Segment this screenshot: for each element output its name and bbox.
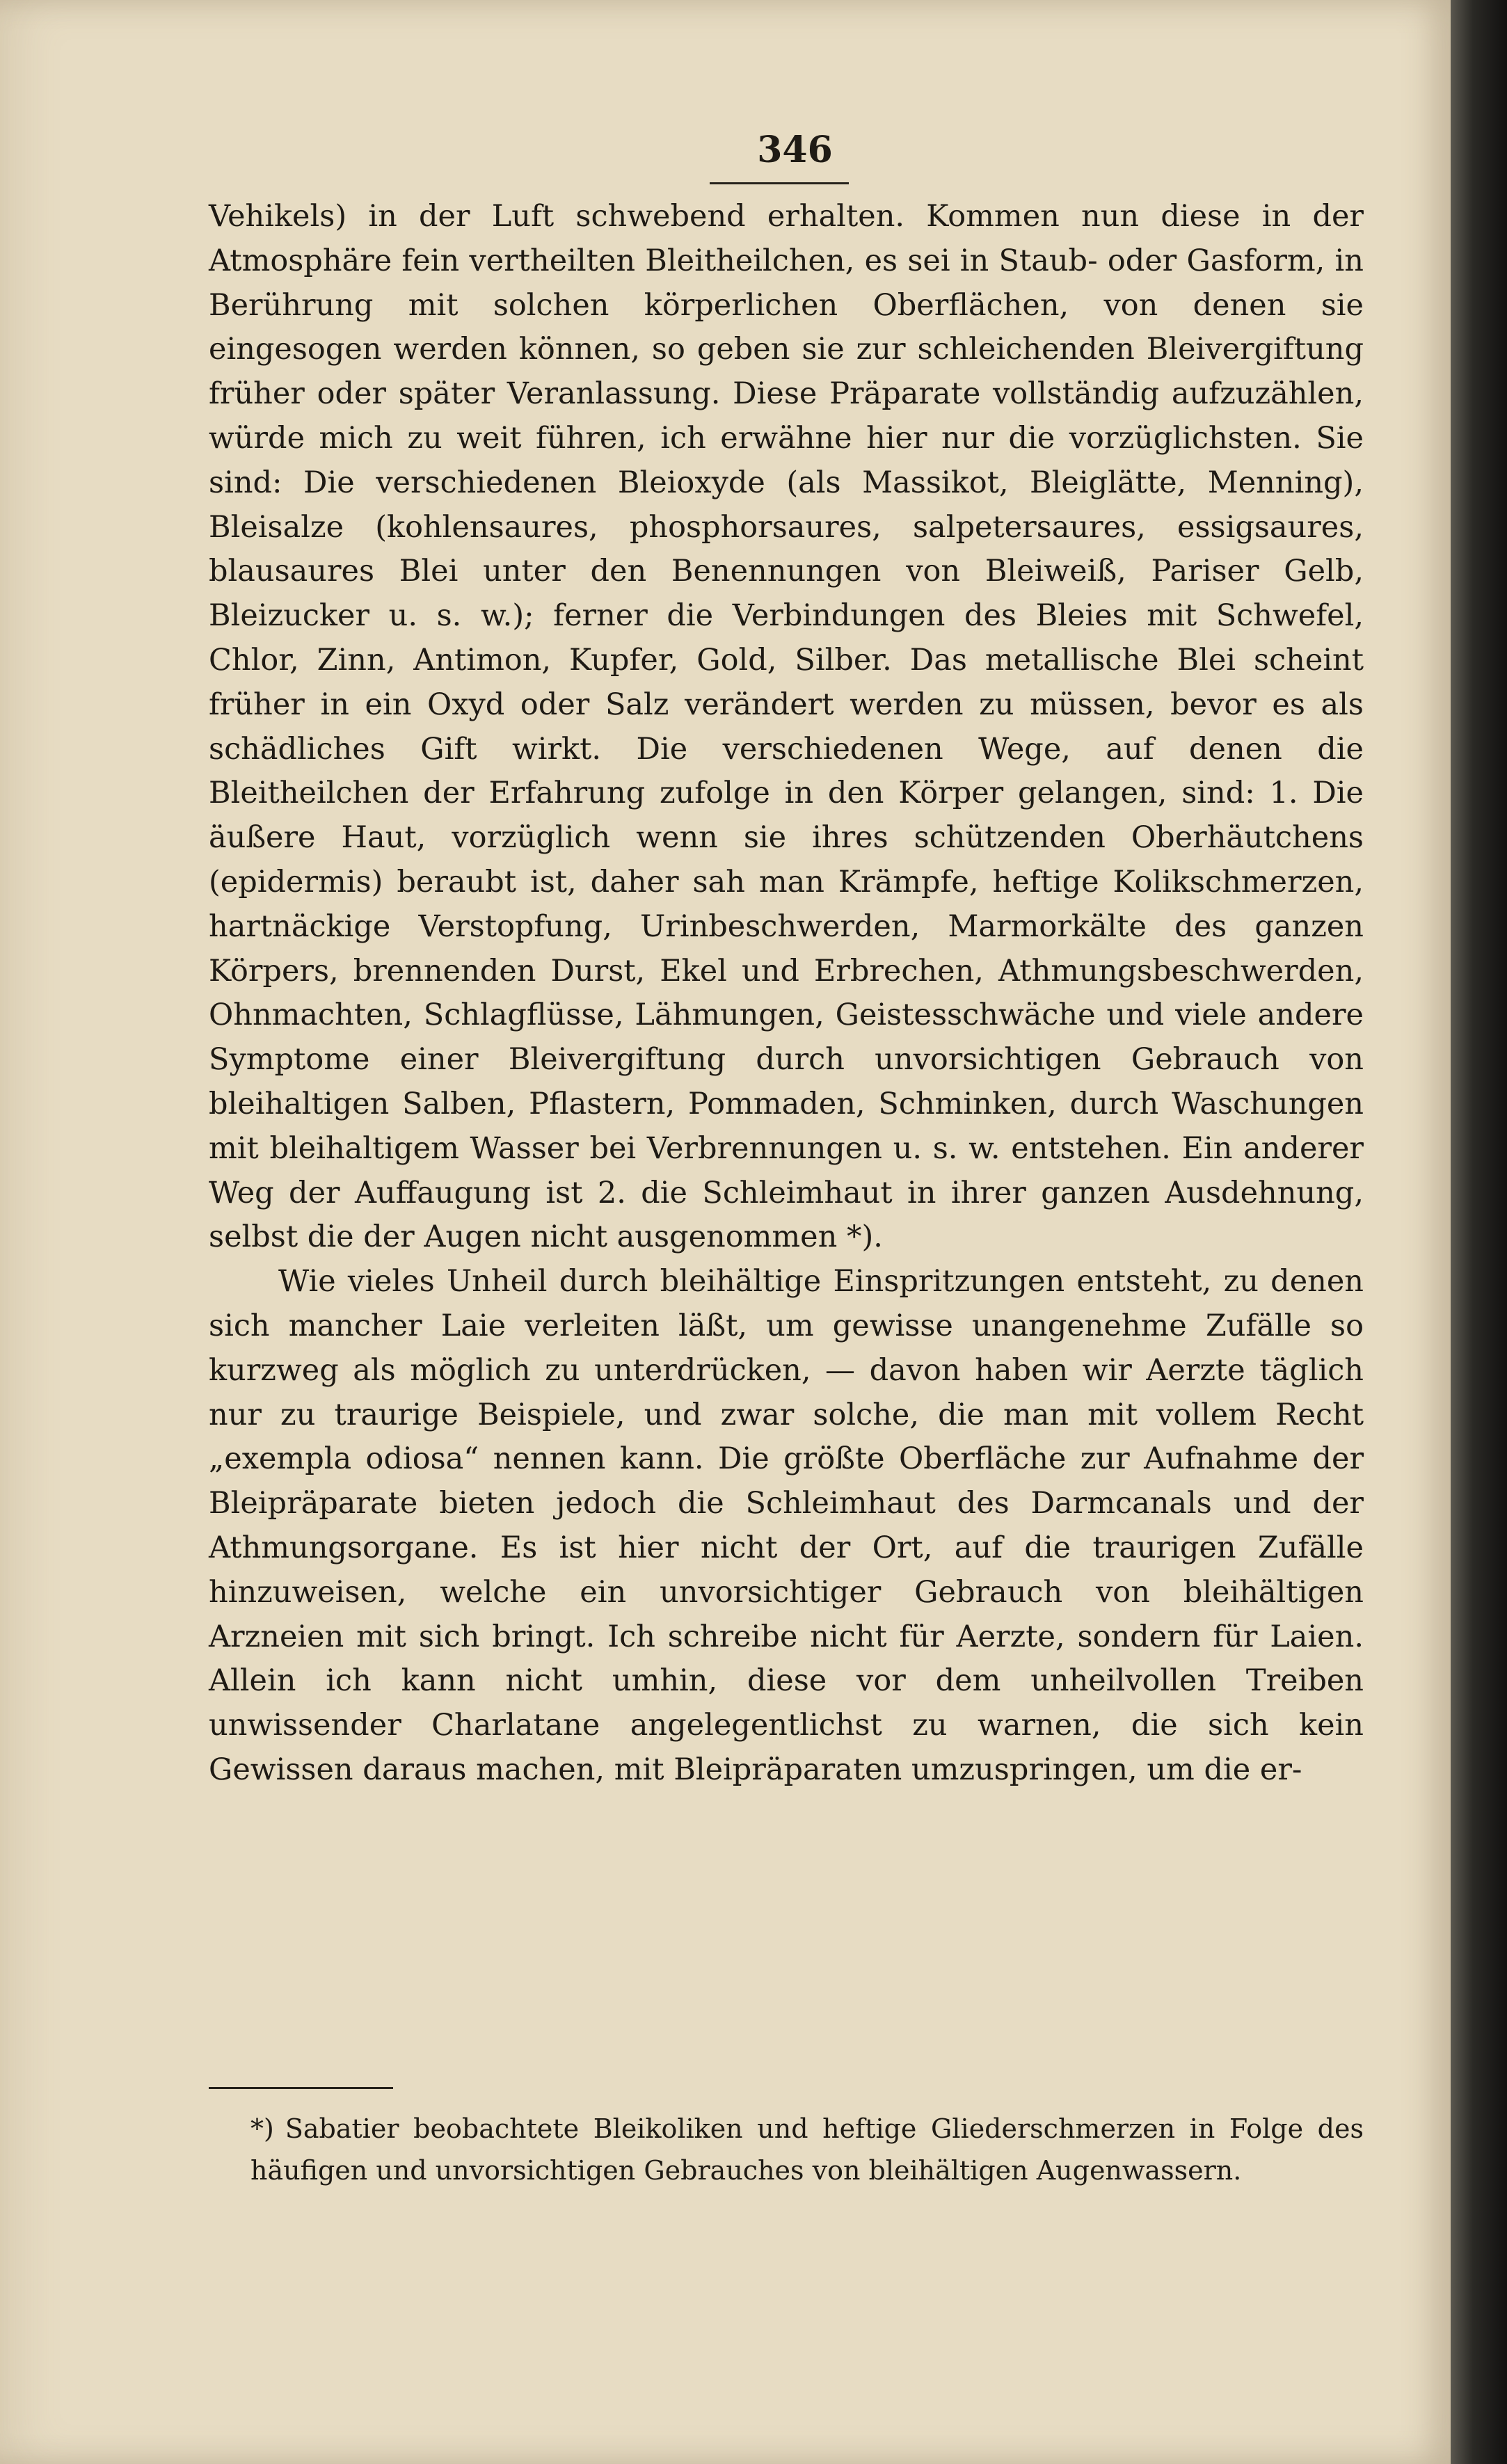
header-rule: [710, 182, 849, 184]
paragraph: Wie vieles Unheil durch bleihältige Einspritzungen entsteht, zu denen sich mancher Laie verleiten läßt, um gewisse unangenehme Zufälle so kurzweg als möglich zu unterdrücken, — davon haben wir Aerzte täglich nur zu traurige Beispiele, und zwar solche, die man mit vollem Recht „exempla odiosa“ nennen kann. Die größte Oberfläche zur Aufnahme der Bleipräparate bieten jedoch die Schleimhaut des Darmcanals und der Athmungsorgane. Es ist hier nicht der Ort, auf die traurigen Zufälle hinzuweisen, welche ein unvorsichtiger Gebrauch von bleihältigen Arzneien mit sich bringt. Ich schreibe nicht für Aerzte, sondern für Laien. Allein ich kann nicht umhin, diese vor dem unheilvollen Treiben unwissender Charlatane angelegentlichst zu warnen, die sich kein Gewissen daraus machen, mit Bleipräparaten umzuspringen, um die er-: [209, 1264, 1364, 1787]
paragraph: Vehikels) in der Luft schwebend erhalten. Kommen nun diese in der Atmosphäre fein vertheilten Bleitheilchen, es sei in Staub- oder Gasform, in Berührung mit solchen körperlichen Oberflächen, von denen sie eingesogen werden können, so geben sie zur schleichenden Bleivergiftung früher oder später Veranlassung. Diese Präparate vollständig aufzuzählen, würde mich zu weit führen, ich erwähne hier nur die vorzüglichsten. Sie sind: Die verschiedenen Bleioxyde (als Massikot, Bleiglätte, Menning), Bleisalze (kohlensaures, phosphorsaures, salpetersaures, essigsaures, blausaures Blei unter den Benennungen von Bleiweiß, Pariser Gelb, Bleizucker u. s. w.); ferner die Verbindungen des Bleies mit Schwefel, Chlor, Zinn, Antimon, Kupfer, Gold, Silber. Das metallische Blei scheint früher in ein Oxyd oder Salz verändert werden zu müssen, bevor es als schädliches Gift wirkt. Die verschiedenen Wege, auf denen die Bleitheilchen der Erfahrung zufolge in den Körper gelangen, sind: 1. Die äußere Haut, vorzüglich wenn sie ihres schützenden Oberhäutchens (epidermis) beraubt ist, daher sah man Krämpfe, heftige Kolikschmerzen, hartnäckige Verstopfung, Urinbeschwerden, Marmorkälte des ganzen Körpers, brennenden Durst, Ekel und Erbrechen, Athmungsbeschwerden, Ohnmachten, Schlagflüsse, Lähmungen, Geistesschwäche und viele andere Symptome einer Bleivergiftung durch unvorsichtigen Gebrauch von bleihaltigen Salben, Pflastern, Pommaden, Schminken, durch Waschungen mit bleihaltigem Wasser bei Verbrennungen u. s. w. entstehen. Ein anderer Weg der Auffaugung ist 2. die Schleimhaut in ihrer ganzen Ausdehnung, selbst die der Augen nicht ausgenommen *).: [209, 199, 1364, 1255]
footnote-marker: *): [250, 2113, 274, 2144]
footnote: [250, 2108, 1364, 2191]
footnote-text: Sabatier beobachtete Bleikoliken und heftige Gliederschmerzen in Folge des häufigen und unvorsichtigen Gebrauches von bleihältigen Augenwassern.: [250, 2113, 1364, 2186]
book-binding-edge: [1451, 0, 1507, 2464]
footnote-rule: [209, 2087, 393, 2089]
page-header: [0, 129, 1451, 171]
page-number: 346: [757, 129, 833, 171]
main-text: [209, 195, 1364, 1793]
